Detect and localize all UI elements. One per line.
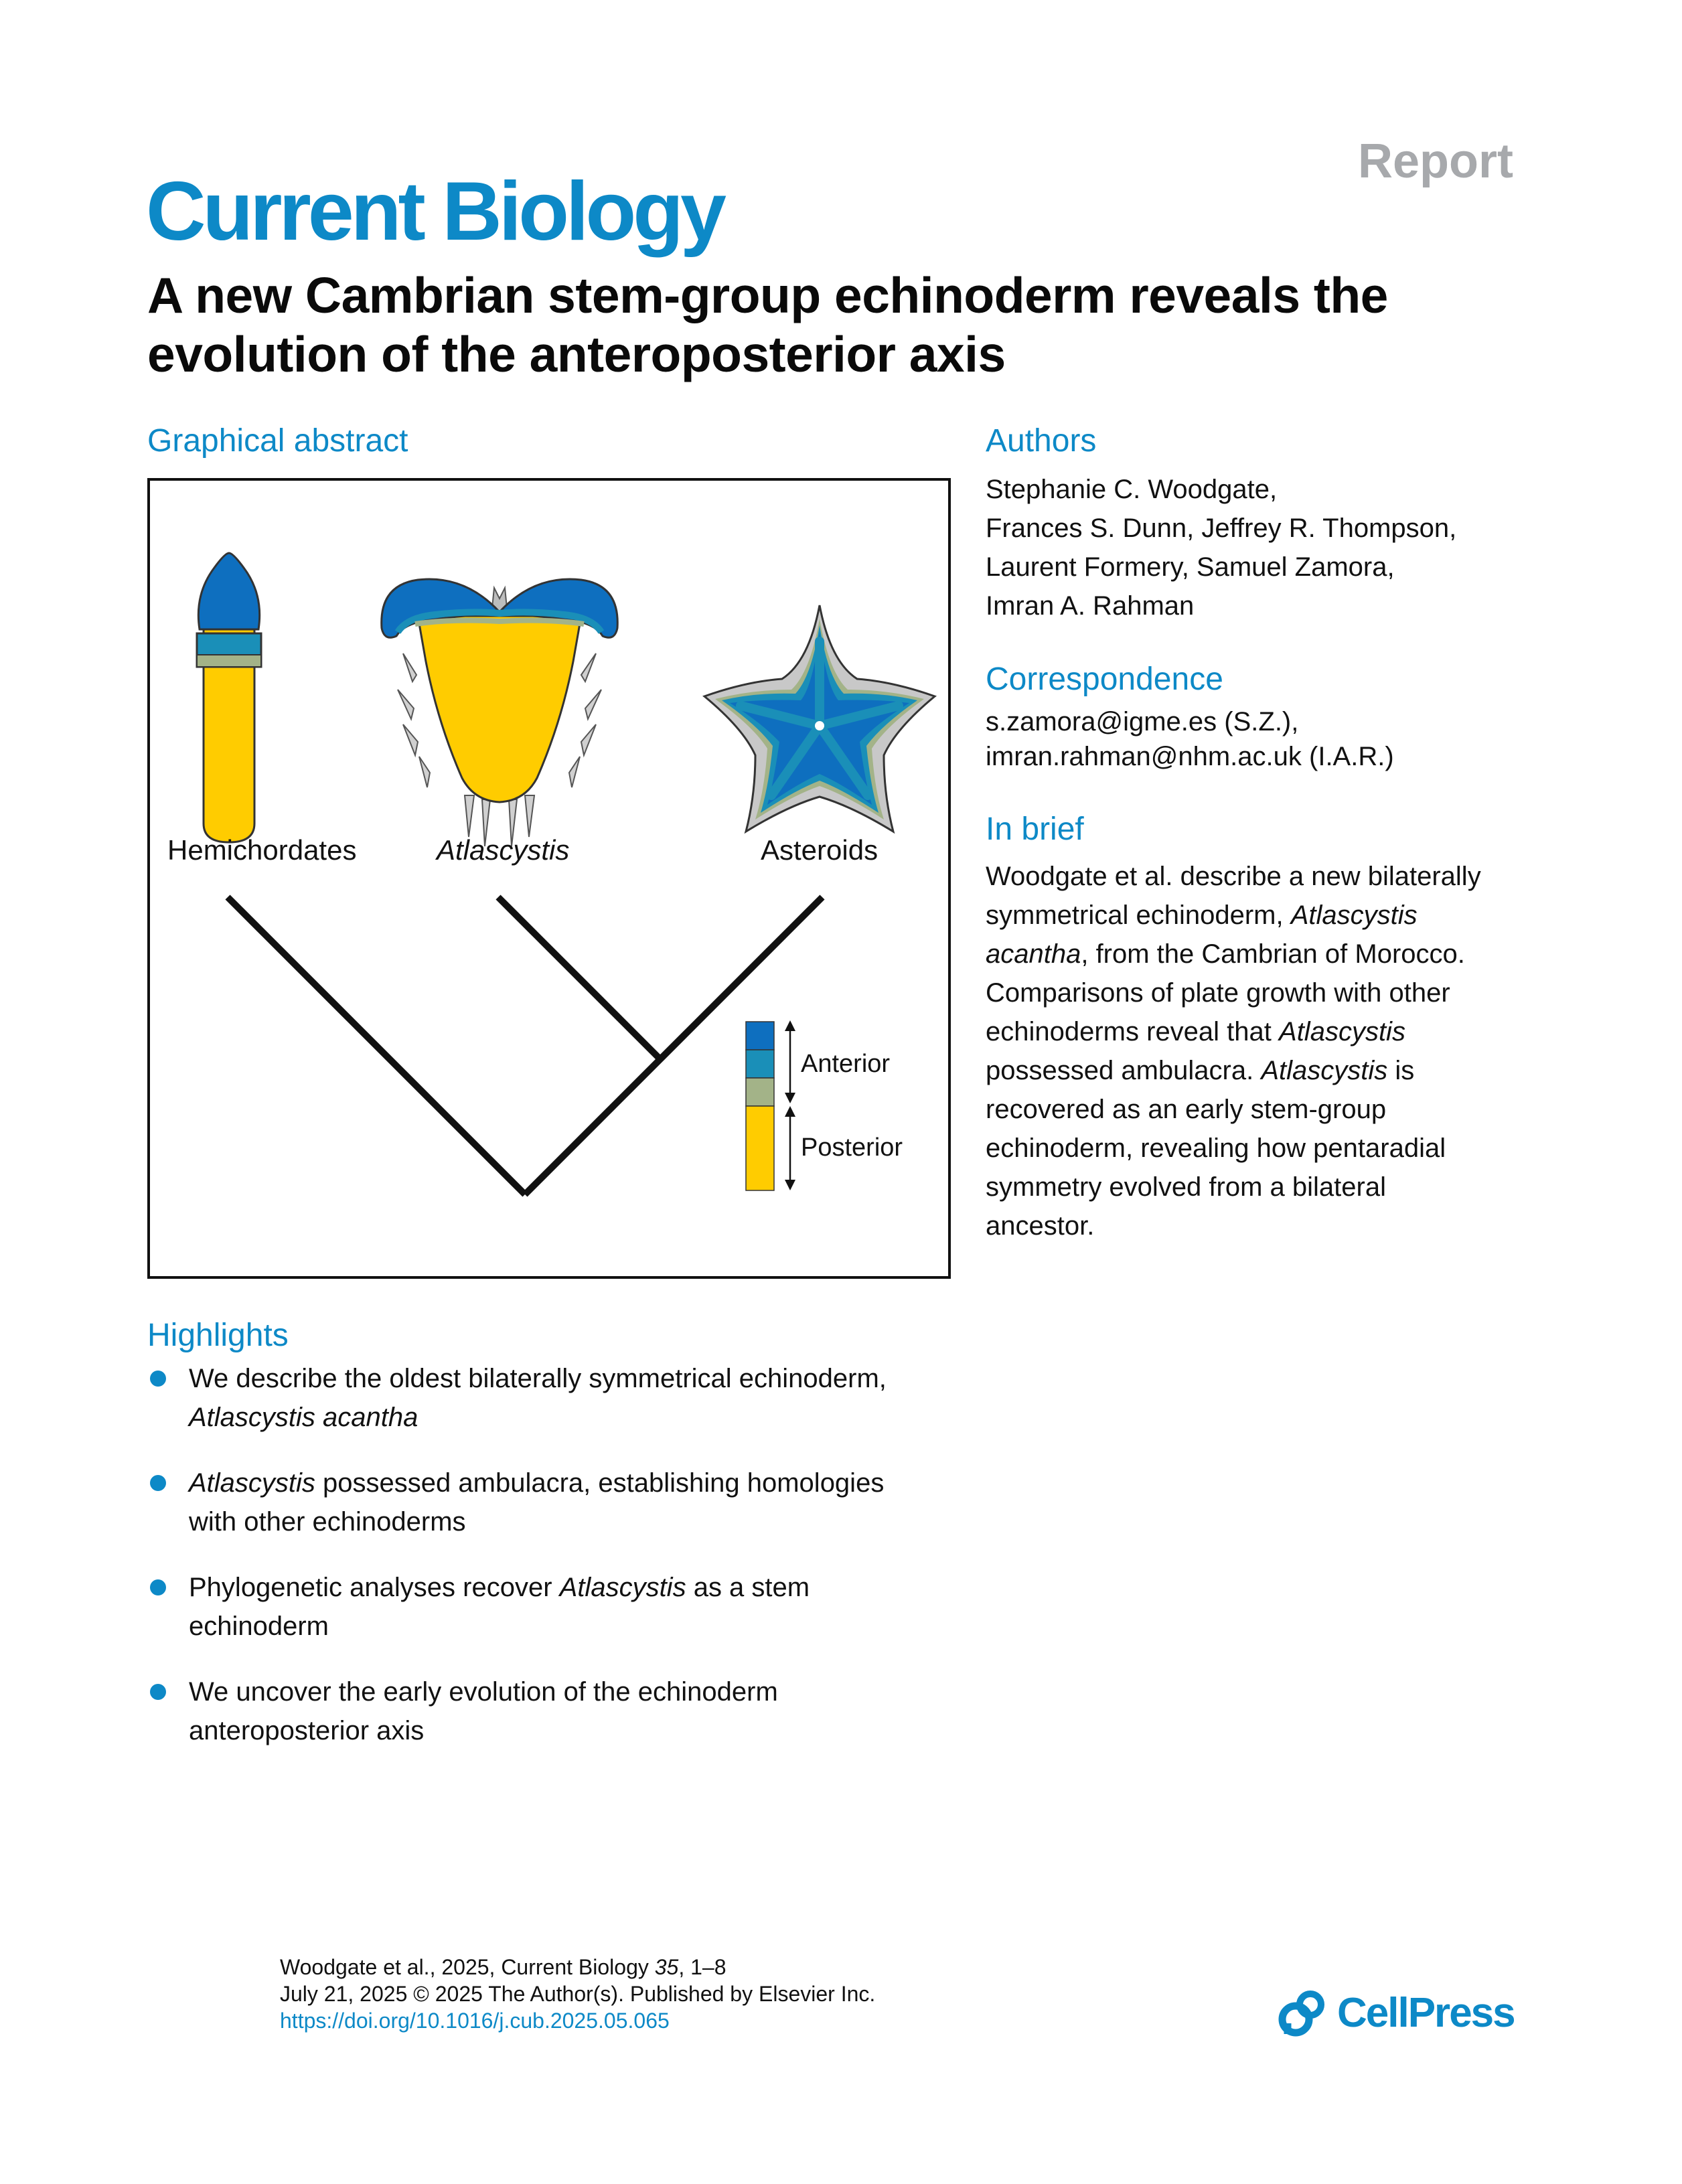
bullet-icon bbox=[150, 1371, 166, 1387]
correspondence-heading: Correspondence bbox=[986, 661, 1223, 697]
highlight-item: Atlascystis possessed ambulacra, establishing homologies with other echinoderms bbox=[147, 1464, 978, 1541]
cellpress-icon bbox=[1276, 1990, 1329, 2037]
graphical-abstract-svg bbox=[150, 481, 953, 1281]
highlights-heading: Highlights bbox=[147, 1318, 289, 1353]
atlascystis-illustration bbox=[382, 579, 618, 846]
in-brief-line: acantha, from the Cambrian of Morocco. bbox=[986, 939, 1465, 969]
in-brief-line: Woodgate et al. describe a new bilaterally bbox=[986, 862, 1481, 891]
in-brief-text bbox=[986, 857, 1535, 1245]
bullet-icon bbox=[150, 1684, 166, 1700]
authors-heading: Authors bbox=[986, 423, 1097, 459]
axis-color-legend bbox=[746, 1020, 795, 1190]
correspondence-email[interactable]: imran.rahman@nhm.ac.uk (I.A.R.) bbox=[986, 742, 1394, 771]
asteroid-illustration bbox=[704, 605, 935, 832]
graphical-abstract-figure bbox=[147, 478, 951, 1279]
graphical-abstract-heading: Graphical abstract bbox=[147, 423, 408, 459]
author-line: Imran A. Rahman bbox=[986, 591, 1195, 621]
in-brief-line: ancestor. bbox=[986, 1211, 1095, 1241]
citation-line: Woodgate et al., 2025, Current Biology 35, 1–8 bbox=[280, 1955, 727, 1979]
label-hemichordates: Hemichordates bbox=[167, 834, 357, 866]
correspondence-email[interactable]: s.zamora@igme.es (S.Z.), bbox=[986, 707, 1299, 736]
hemichordate-illustration bbox=[197, 553, 261, 842]
highlights-list bbox=[147, 1359, 978, 1777]
in-brief-line: echinoderms reveal that Atlascystis bbox=[986, 1017, 1405, 1046]
authors-list bbox=[986, 470, 1521, 625]
highlight-item: We describe the oldest bilaterally symmetrical echinoderm, Atlascystis acantha bbox=[147, 1359, 978, 1437]
in-brief-line: possessed ambulacra. Atlascystis is bbox=[986, 1056, 1415, 1085]
author-line: Laurent Formery, Samuel Zamora, bbox=[986, 552, 1395, 582]
highlight-item: Phylogenetic analyses recover Atlascystis as a stem echinoderm bbox=[147, 1568, 978, 1646]
article-title: A new Cambrian stem-group echinoderm reveals the evolution of the anteroposterior axis bbox=[147, 267, 1388, 382]
author-line: Frances S. Dunn, Jeffrey R. Thompson, bbox=[986, 514, 1457, 543]
label-atlascystis: Atlascystis bbox=[437, 834, 570, 866]
doi-link[interactable]: https://doi.org/10.1016/j.cub.2025.05.065 bbox=[280, 2009, 670, 2033]
highlight-item: We uncover the early evolution of the echinoderm anteroposterior axis bbox=[147, 1672, 978, 1750]
in-brief-line: echinoderm, revealing how pentaradial bbox=[986, 1134, 1446, 1163]
cellpress-logo bbox=[1276, 1990, 1517, 2037]
journal-name: Current Biology bbox=[146, 165, 723, 258]
article-type-label: Report bbox=[1358, 135, 1513, 188]
legend-anterior: Anterior bbox=[801, 1050, 891, 1078]
author-line: Stephanie C. Woodgate, bbox=[986, 475, 1278, 504]
phylogenetic-tree bbox=[228, 897, 822, 1194]
correspondence-list bbox=[986, 704, 1521, 774]
legend-posterior: Posterior bbox=[801, 1134, 903, 1162]
in-brief-line: Comparisons of plate growth with other bbox=[986, 978, 1450, 1008]
label-asteroids: Asteroids bbox=[761, 834, 878, 866]
citation-footer bbox=[280, 1954, 875, 2034]
in-brief-line: symmetrical echinoderm, Atlascystis bbox=[986, 901, 1418, 930]
in-brief-heading: In brief bbox=[986, 811, 1084, 847]
in-brief-line: recovered as an early stem-group bbox=[986, 1095, 1387, 1124]
bullet-icon bbox=[150, 1475, 166, 1491]
cellpress-wordmark: CellPress bbox=[1337, 1990, 1515, 2036]
copyright-line: July 21, 2025 © 2025 The Author(s). Published by Elsevier Inc. bbox=[280, 1982, 876, 2006]
bullet-icon bbox=[150, 1579, 166, 1595]
in-brief-line: symmetry evolved from a bilateral bbox=[986, 1172, 1386, 1202]
